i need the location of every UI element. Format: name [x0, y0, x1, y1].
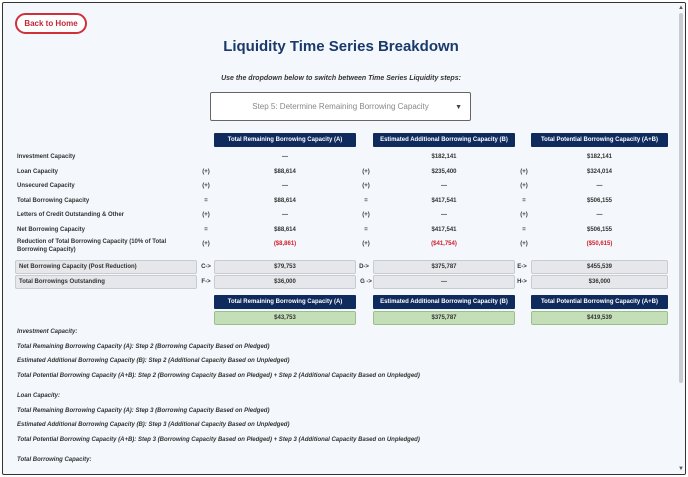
- total-borrowings-b: —: [373, 275, 515, 289]
- row-operator: (+): [202, 183, 210, 189]
- row-operator: =: [364, 227, 368, 233]
- row-value: —: [282, 183, 288, 189]
- row-value: —: [596, 212, 603, 218]
- row-label: Unsecured Capacity: [17, 183, 75, 189]
- scroll-up-icon[interactable]: ▲: [678, 5, 684, 11]
- page-title: Liquidity Time Series Breakdown: [223, 38, 459, 55]
- op-e: E->: [517, 264, 527, 270]
- scroll-down-icon[interactable]: ▼: [678, 466, 684, 472]
- row-operator: =: [204, 227, 208, 233]
- note-line: Estimated Additional Borrowing Capacity (B): Step 3 (Additional Capacity Based on Unpledged): [17, 422, 290, 428]
- row-operator: (+): [202, 241, 210, 247]
- note-heading-loan: Loan Capacity:: [17, 393, 61, 399]
- op-h: H->: [517, 279, 527, 285]
- note-line: Total Remaining Borrowing Capacity (A): Step 3 (Borrowing Capacity Based on Pledged): [17, 408, 270, 414]
- row-value: $506,155: [586, 227, 613, 233]
- row-value: —: [596, 183, 603, 189]
- back-to-home-button[interactable]: Back to Home: [15, 13, 87, 34]
- row-value: $182,141: [586, 154, 613, 160]
- row-operator: =: [204, 198, 208, 204]
- note-line: Total Remaining Borrowing Capacity (A): Step 2 (Borrowing Capacity Based on Pledged): [17, 344, 270, 350]
- step-select-dropdown[interactable]: [210, 92, 471, 121]
- column-header-a: Total Remaining Borrowing Capacity (A): [214, 133, 356, 147]
- row-value: $235,400: [431, 169, 457, 175]
- row-value: —: [441, 183, 447, 189]
- remaining-capacity-b: $375,787: [373, 311, 515, 325]
- note-heading-total: Total Borrowing Capacity:: [17, 457, 92, 463]
- row-value: $88,614: [274, 198, 296, 204]
- row-value: ($50,615): [586, 241, 613, 247]
- remaining-capacity-ab: $419,539: [531, 311, 668, 325]
- column-header-b: Estimated Additional Borrowing Capacity (B): [373, 133, 515, 147]
- column-header-a-2: Total Remaining Borrowing Capacity (A): [214, 295, 356, 309]
- note-line: Total Potential Borrowing Capacity (A+B): Step 3 (Borrowing Capacity Based on Pledged) + Step 3 (Additional Capacity Based on Unpledged): [17, 437, 420, 443]
- vertical-scrollbar[interactable]: [677, 3, 685, 474]
- net-post-reduction-ab: $455,539: [531, 260, 668, 274]
- row-operator: =: [522, 227, 526, 233]
- row-operator: =: [364, 198, 368, 204]
- row-operator: (+): [202, 212, 210, 218]
- column-header-ab: Total Potential Borrowing Capacity (A+B): [531, 133, 668, 147]
- row-value: $88,614: [274, 169, 296, 175]
- row-label: Total Borrowing Capacity: [17, 198, 90, 204]
- row-value: $417,541: [431, 198, 457, 204]
- row-operator: (+): [362, 241, 370, 247]
- column-header-b-2: Estimated Additional Borrowing Capacity (B): [373, 295, 515, 309]
- row-label: Loan Capacity: [17, 169, 59, 175]
- row-label: Reduction of Total Borrowing Capacity (10% of Total Borrowing Capacity): [17, 239, 167, 253]
- net-post-reduction-b: $375,787: [373, 260, 515, 274]
- net-post-reduction-a: $79,753: [214, 260, 356, 274]
- scrollbar-thumb[interactable]: [679, 13, 683, 383]
- row-label: Letters of Credit Outstanding & Other: [17, 212, 125, 218]
- row-value: —: [282, 212, 288, 218]
- row-operator: (+): [202, 169, 210, 175]
- row-operator: (+): [520, 241, 528, 247]
- column-header-ab-2: Total Potential Borrowing Capacity (A+B): [531, 295, 668, 309]
- row-operator: =: [522, 198, 526, 204]
- row-label: Investment Capacity: [17, 154, 76, 160]
- row-value: $324,014: [586, 169, 613, 175]
- note-line: Estimated Additional Borrowing Capacity (B): Step 2 (Additional Capacity Based on Unpledged): [17, 358, 290, 364]
- op-d: D->: [359, 264, 369, 270]
- op-g: G ->: [360, 279, 372, 285]
- chevron-down-icon: ▼: [455, 104, 462, 111]
- row-value: $417,541: [431, 227, 457, 233]
- app-window: [2, 2, 686, 475]
- total-borrowings-a: $36,000: [214, 275, 356, 289]
- row-value: $506,155: [586, 198, 613, 204]
- net-post-reduction-label: Net Borrowing Capacity (Post Reduction): [15, 260, 197, 274]
- note-line: Total Potential Borrowing Capacity (A+B): Step 2 (Borrowing Capacity Based on Pledged) + Step 2 (Additional Capacity Based on Unpledged): [17, 373, 420, 379]
- dropdown-instruction: Use the dropdown below to switch between Time Series Liquidity steps:: [221, 75, 461, 82]
- row-operator: (+): [362, 169, 370, 175]
- row-value: ($8,861): [273, 241, 297, 247]
- row-value: $182,141: [431, 154, 457, 160]
- op-c: C->: [201, 264, 211, 270]
- dropdown-selected-value: Step 5: Determine Remaining Borrowing Capacity: [252, 102, 429, 111]
- total-borrowings-label: Total Borrowings Outstanding: [15, 275, 197, 289]
- total-borrowings-ab: $36,000: [531, 275, 668, 289]
- row-operator: (+): [362, 212, 370, 218]
- remaining-capacity-a: $43,753: [214, 311, 356, 325]
- op-f: F->: [201, 279, 211, 285]
- row-operator: (+): [520, 183, 528, 189]
- note-heading-investment: Investment Capacity:: [17, 329, 78, 335]
- row-operator: (+): [520, 212, 528, 218]
- row-operator: (+): [362, 183, 370, 189]
- row-value: ($41,754): [431, 241, 457, 247]
- row-value: —: [282, 154, 288, 160]
- row-value: —: [441, 212, 447, 218]
- row-label: Net Borrowing Capacity: [17, 227, 86, 233]
- row-value: $88,614: [274, 227, 296, 233]
- row-operator: (+): [520, 169, 528, 175]
